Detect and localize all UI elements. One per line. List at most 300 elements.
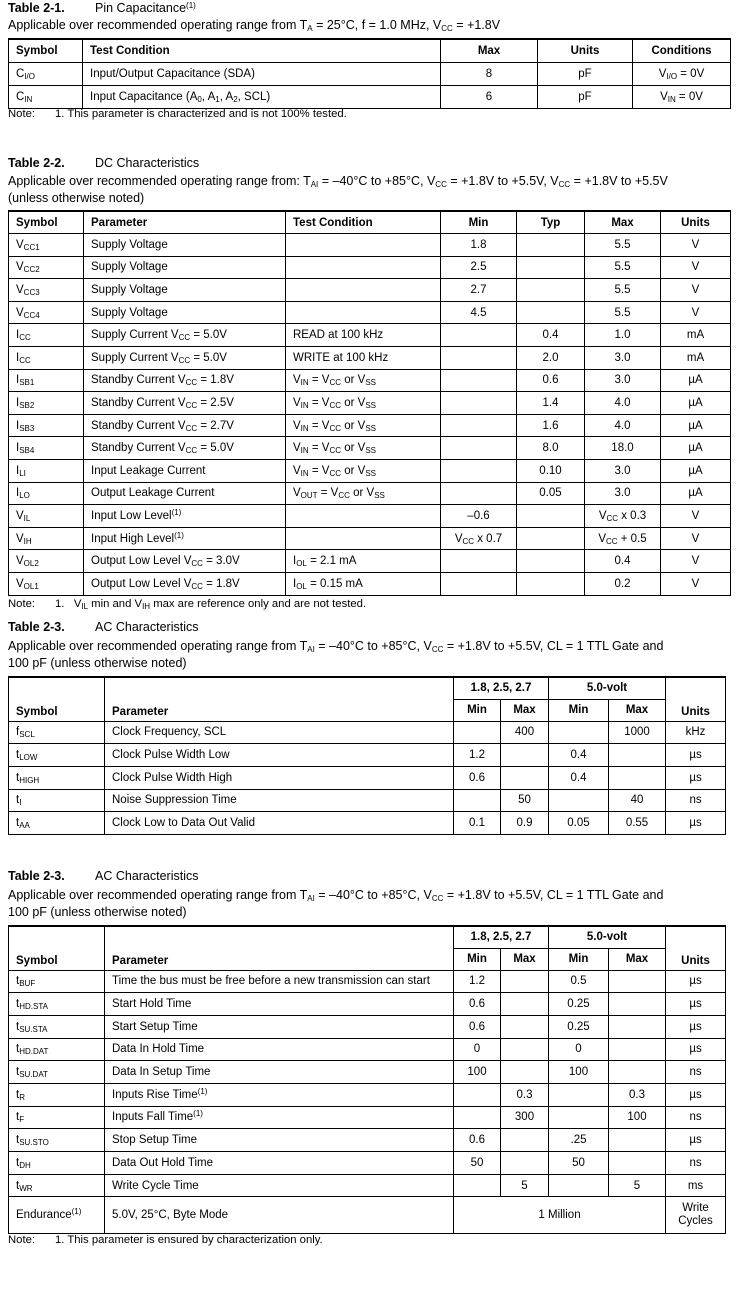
test-cell: $V_{IN} = V_{CC}$ or $V_{SS}$ xyxy=(286,392,441,415)
typ-cell xyxy=(517,527,585,550)
max-cell: 6 xyxy=(441,85,538,108)
units-cell: µs xyxy=(666,993,726,1016)
units-cell: µs xyxy=(666,766,726,789)
table-row xyxy=(9,550,731,573)
note-text: 1. This parameter is ensured by characterization only. xyxy=(55,1234,323,1246)
min-cell xyxy=(441,437,517,460)
table1-title-footnote: (1) xyxy=(186,1,196,10)
max1-cell xyxy=(501,1015,549,1038)
min1-cell xyxy=(454,789,501,812)
units-cell: pF xyxy=(538,85,633,108)
min2-cell: 0.4 xyxy=(549,766,609,789)
typ-cell xyxy=(517,301,585,324)
header-min-1: Min xyxy=(454,699,501,721)
table-row xyxy=(9,347,731,370)
table-row xyxy=(9,1106,726,1129)
min1-cell: 0 xyxy=(454,1038,501,1061)
table-row xyxy=(9,62,731,85)
min2-cell: 0 xyxy=(549,1038,609,1061)
table2-caption xyxy=(8,155,199,171)
parameter-cell: Output Low Level $V_{CC} = 1.8V$ xyxy=(84,573,286,596)
min2-cell xyxy=(549,721,609,744)
max1-cell xyxy=(501,1129,549,1152)
units-cell: µA xyxy=(661,437,731,460)
parameter-cell: Stop Setup Time xyxy=(105,1129,454,1152)
units-cell: µA xyxy=(661,460,731,483)
min-cell: –0.6 xyxy=(441,505,517,528)
max1-cell xyxy=(501,1061,549,1084)
max-cell: 0.4 xyxy=(585,550,661,573)
typ-cell: 1.4 xyxy=(517,392,585,415)
header-min-1: Min xyxy=(454,948,501,970)
table1-pin-capacitance xyxy=(8,38,731,109)
parameter-cell: Supply Current $V_{CC} = 5.0V$ xyxy=(84,324,286,347)
max-cell: 3.0 xyxy=(585,347,661,370)
units-cell: µA xyxy=(661,392,731,415)
max1-cell xyxy=(501,1038,549,1061)
typ-cell xyxy=(517,505,585,528)
table-row xyxy=(9,279,731,302)
table-row xyxy=(9,573,731,596)
min2-cell: 0.5 xyxy=(549,970,609,993)
units-cell: V xyxy=(661,279,731,302)
max2-cell xyxy=(609,1129,666,1152)
units-cell: ns xyxy=(666,1061,726,1084)
units-cell: ms xyxy=(666,1174,726,1197)
min1-cell: 0.6 xyxy=(454,766,501,789)
min1-cell: 0.6 xyxy=(454,1015,501,1038)
min2-cell: 0.25 xyxy=(549,993,609,1016)
max1-cell xyxy=(501,970,549,993)
table-row xyxy=(9,1152,726,1175)
max-cell: 1.0 xyxy=(585,324,661,347)
parameter-cell: Input Leakage Current xyxy=(84,460,286,483)
header-symbol: Symbol xyxy=(9,39,83,62)
table-row xyxy=(9,744,726,767)
max-cell: 5.5 xyxy=(585,256,661,279)
max-cell: 4.0 xyxy=(585,392,661,415)
header-max-1: Max xyxy=(501,699,549,721)
table3a-subtitle: Applicable over recommended operating range from $T_{AI} = -40^\circ C$ to +85°C, $V_{CC} = +1.8V$ to +5.5V, CL = 1 TTL Gate and xyxy=(8,639,664,654)
max2-cell xyxy=(609,993,666,1016)
table-row xyxy=(9,482,731,505)
min2-cell xyxy=(549,1174,609,1197)
note-label: Note: xyxy=(8,598,36,610)
units-cell: µs xyxy=(666,1038,726,1061)
test-cell xyxy=(286,279,441,302)
units-cell: V xyxy=(661,573,731,596)
typ-cell: 0.10 xyxy=(517,460,585,483)
typ-cell xyxy=(517,234,585,257)
table-row xyxy=(9,1129,726,1152)
table1-number: Table 2-1. xyxy=(8,1,65,15)
min-cell: $V_{CC}$ x 0.7 xyxy=(441,527,517,550)
typ-cell: 0.05 xyxy=(517,482,585,505)
min-cell: 2.7 xyxy=(441,279,517,302)
parameter-cell: Clock Frequency, SCL xyxy=(105,721,454,744)
table3a-subtitle-line2: 100 pF (unless otherwise noted) xyxy=(8,656,187,670)
note-label: Note: xyxy=(8,1234,36,1246)
symbol-cell: $t_{SU.STO}$ xyxy=(9,1129,105,1152)
min-cell xyxy=(441,482,517,505)
max-cell: $V_{CC} + 0.5$ xyxy=(585,527,661,550)
table2-number: Table 2-2. xyxy=(8,156,65,170)
symbol-cell: $V_{CC4}$ xyxy=(9,301,84,324)
max-cell: 5.5 xyxy=(585,234,661,257)
units-cell: µs xyxy=(666,744,726,767)
symbol-cell: $C_{I/O}$ xyxy=(9,62,83,85)
max2-cell: 5 xyxy=(609,1174,666,1197)
max-cell: 18.0 xyxy=(585,437,661,460)
max-cell: 3.0 xyxy=(585,369,661,392)
typ-cell: 2.0 xyxy=(517,347,585,370)
parameter-cell: Standby Current $V_{CC} = 2.5V$ xyxy=(84,392,286,415)
table-row xyxy=(9,1038,726,1061)
symbol-cell: $I_{SB1}$ xyxy=(9,369,84,392)
max1-cell: 50 xyxy=(501,789,549,812)
typ-cell xyxy=(517,550,585,573)
min1-cell xyxy=(454,1083,501,1106)
table-row xyxy=(9,812,726,835)
max-cell: 0.2 xyxy=(585,573,661,596)
min1-cell: 50 xyxy=(454,1152,501,1175)
units-line1: Write xyxy=(682,1202,709,1215)
min-cell xyxy=(441,392,517,415)
table3b-ac-characteristics xyxy=(8,925,726,1234)
test-cell: $V_{IN} = V_{CC}$ or $V_{SS}$ xyxy=(286,414,441,437)
min2-cell: 0.25 xyxy=(549,1015,609,1038)
min-cell: 4.5 xyxy=(441,301,517,324)
min2-cell xyxy=(549,1106,609,1129)
parameter-cell: Noise Suppression Time xyxy=(105,789,454,812)
table3b-note xyxy=(8,1233,323,1247)
symbol-cell: $t_{SU.DAT}$ xyxy=(9,1061,105,1084)
table1-subtitle: Applicable over recommended operating range from $T_A = 25^\circ C$, f = 1.0 MHz, $V_{CC} = +1.8V$ xyxy=(8,18,501,33)
units-line2: Cycles xyxy=(678,1215,713,1228)
max-cell: $V_{CC}$ x 0.3 xyxy=(585,505,661,528)
symbol-cell: $t_{HD.STA}$ xyxy=(9,993,105,1016)
table2-subtitle-line2: (unless otherwise noted) xyxy=(8,191,145,205)
units-cell: pF xyxy=(538,62,633,85)
parameter-cell: Input Low Level$^{(1)}$ xyxy=(84,505,286,528)
min-cell xyxy=(441,347,517,370)
min1-cell xyxy=(454,721,501,744)
parameter-cell: Supply Current $V_{CC} = 5.0V$ xyxy=(84,347,286,370)
header-units: Units xyxy=(666,677,726,721)
table-row xyxy=(9,789,726,812)
symbol-cell: $V_{CC1}$ xyxy=(9,234,84,257)
condition-cell: Input/Output Capacitance (SDA) xyxy=(83,62,441,85)
table1-title: Pin Capacitance xyxy=(95,1,187,15)
max1-cell: 400 xyxy=(501,721,549,744)
header-min-2: Min xyxy=(549,699,609,721)
min-cell: 2.5 xyxy=(441,256,517,279)
test-cell: $V_{IN} = V_{CC}$ or $V_{SS}$ xyxy=(286,437,441,460)
table1-note xyxy=(8,107,347,121)
table-row xyxy=(9,460,731,483)
units-cell: V xyxy=(661,256,731,279)
min2-cell xyxy=(549,789,609,812)
header-max: Max xyxy=(585,211,661,234)
parameter-cell: Supply Voltage xyxy=(84,301,286,324)
parameter-cell: 5.0V, 25°C, Byte Mode xyxy=(105,1197,454,1234)
header-group-5v: 5.0-volt xyxy=(549,677,666,699)
header-max-1: Max xyxy=(501,948,549,970)
symbol-cell: $f_{SCL}$ xyxy=(9,721,105,744)
max1-cell: 5 xyxy=(501,1174,549,1197)
typ-cell: 0.6 xyxy=(517,369,585,392)
table2-dc-characteristics xyxy=(8,210,731,596)
parameter-cell: Write Cycle Time xyxy=(105,1174,454,1197)
table2-header-row xyxy=(9,211,731,234)
table-row xyxy=(9,392,731,415)
symbol-cell: $V_{CC3}$ xyxy=(9,279,84,302)
table-row xyxy=(9,324,731,347)
min1-cell: 0.6 xyxy=(454,1129,501,1152)
header-parameter: Parameter xyxy=(105,926,454,970)
table3a-title: AC Characteristics xyxy=(95,620,199,634)
symbol-cell: $t_F$ xyxy=(9,1106,105,1129)
table-row xyxy=(9,1083,726,1106)
max2-cell xyxy=(609,1152,666,1175)
table-row xyxy=(9,766,726,789)
table-row xyxy=(9,505,731,528)
max1-cell: 0.3 xyxy=(501,1083,549,1106)
min1-cell: 100 xyxy=(454,1061,501,1084)
symbol-cell: $I_{SB2}$ xyxy=(9,392,84,415)
header-min: Min xyxy=(441,211,517,234)
parameter-cell: Data In Setup Time xyxy=(105,1061,454,1084)
parameter-cell: Clock Pulse Width High xyxy=(105,766,454,789)
test-cell xyxy=(286,505,441,528)
max2-cell xyxy=(609,744,666,767)
table3b-caption xyxy=(8,868,199,884)
table3a-number: Table 2-3. xyxy=(8,620,65,634)
min1-cell: 1.2 xyxy=(454,970,501,993)
parameter-cell: Supply Voltage xyxy=(84,279,286,302)
symbol-cell: $t_{HIGH}$ xyxy=(9,766,105,789)
parameter-cell: Data In Hold Time xyxy=(105,1038,454,1061)
units-cell: ns xyxy=(666,789,726,812)
table-row xyxy=(9,234,731,257)
units-cell: mA xyxy=(661,324,731,347)
symbol-cell: $V_{IL}$ xyxy=(9,505,84,528)
parameter-cell: Standby Current $V_{CC} = 2.7V$ xyxy=(84,414,286,437)
typ-cell: 0.4 xyxy=(517,324,585,347)
test-cell: WRITE at 100 kHz xyxy=(286,347,441,370)
symbol-cell: $I_{SB4}$ xyxy=(9,437,84,460)
table-row xyxy=(9,437,731,460)
condition-cell: Input Capacitance ($A_0$, $A_1$, $A_2$, SCL) xyxy=(83,85,441,108)
min-cell: 1.8 xyxy=(441,234,517,257)
min2-cell: 0.4 xyxy=(549,744,609,767)
header-units: Units xyxy=(666,926,726,970)
min-cell xyxy=(441,460,517,483)
test-cell xyxy=(286,527,441,550)
units-cell: µs xyxy=(666,970,726,993)
symbol-cell: $t_{BUF}$ xyxy=(9,970,105,993)
header-min-2: Min xyxy=(549,948,609,970)
parameter-cell: Standby Current $V_{CC} = 5.0V$ xyxy=(84,437,286,460)
table1-caption xyxy=(8,0,196,16)
symbol-cell: $t_{LOW}$ xyxy=(9,744,105,767)
symbol-cell: Endurance$^{(1)}$ xyxy=(9,1197,105,1234)
table3b-subtitle-line2: 100 pF (unless otherwise noted) xyxy=(8,905,187,919)
parameter-cell: Start Hold Time xyxy=(105,993,454,1016)
header-max-2: Max xyxy=(609,948,666,970)
test-cell xyxy=(286,234,441,257)
max2-cell: 100 xyxy=(609,1106,666,1129)
units-cell: µA xyxy=(661,369,731,392)
typ-cell: 1.6 xyxy=(517,414,585,437)
parameter-cell: Output Leakage Current xyxy=(84,482,286,505)
header-group-5v: 5.0-volt xyxy=(549,926,666,948)
symbol-cell: $t_R$ xyxy=(9,1083,105,1106)
header-units: Units xyxy=(661,211,731,234)
units-cell: V xyxy=(661,505,731,528)
table1-header-row xyxy=(9,39,731,62)
min2-cell: 100 xyxy=(549,1061,609,1084)
max2-cell: 1000 xyxy=(609,721,666,744)
header-symbol: Symbol xyxy=(9,677,105,721)
parameter-cell: Supply Voltage xyxy=(84,234,286,257)
typ-cell xyxy=(517,573,585,596)
test-cell xyxy=(286,256,441,279)
units-cell: mA xyxy=(661,347,731,370)
table3a-group-header-row xyxy=(9,677,726,699)
test-cell: $V_{OUT} = V_{CC}$ or $V_{SS}$ xyxy=(286,482,441,505)
max2-cell xyxy=(609,1015,666,1038)
max1-cell xyxy=(501,766,549,789)
typ-cell xyxy=(517,256,585,279)
test-cell: READ at 100 kHz xyxy=(286,324,441,347)
units-cell: µs xyxy=(666,1129,726,1152)
min1-cell xyxy=(454,1106,501,1129)
table-row xyxy=(9,993,726,1016)
table-row xyxy=(9,1015,726,1038)
table-row xyxy=(9,369,731,392)
table2-note xyxy=(8,597,366,611)
parameter-cell: Supply Voltage xyxy=(84,256,286,279)
header-symbol: Symbol xyxy=(9,211,84,234)
symbol-cell: $t_{AA}$ xyxy=(9,812,105,835)
table-row xyxy=(9,970,726,993)
units-cell: ns xyxy=(666,1106,726,1129)
symbol-cell: $V_{OL1}$ xyxy=(9,573,84,596)
parameter-cell: Output Low Level $V_{CC} = 3.0V$ xyxy=(84,550,286,573)
parameter-cell: Start Setup Time xyxy=(105,1015,454,1038)
max2-cell xyxy=(609,766,666,789)
symbol-cell: $t_{DH}$ xyxy=(9,1152,105,1175)
min-cell xyxy=(441,550,517,573)
table-row xyxy=(9,721,726,744)
units-cell: V xyxy=(661,234,731,257)
max1-cell: 300 xyxy=(501,1106,549,1129)
table3a-ac-characteristics xyxy=(8,676,726,835)
symbol-cell: $C_{IN}$ xyxy=(9,85,83,108)
units-cell: µA xyxy=(661,482,731,505)
header-test-condition: Test Condition xyxy=(83,39,441,62)
header-symbol: Symbol xyxy=(9,926,105,970)
table2-subtitle: Applicable over recommended operating range from: $T_{AI} = -40^\circ C$ to +85°C, $V_{CC} = +1.8V$ to +5.5V, $V_{CC} = +1.8V$ to +5.5V xyxy=(8,174,668,189)
table-row xyxy=(9,1174,726,1197)
table-row xyxy=(9,527,731,550)
symbol-cell: $t_{HD.DAT}$ xyxy=(9,1038,105,1061)
max1-cell xyxy=(501,1152,549,1175)
table-row-endurance xyxy=(9,1197,726,1234)
min-cell xyxy=(441,414,517,437)
min2-cell xyxy=(549,1083,609,1106)
header-parameter: Parameter xyxy=(105,677,454,721)
test-cell xyxy=(286,301,441,324)
header-max: Max xyxy=(441,39,538,62)
max1-cell: 0.9 xyxy=(501,812,549,835)
max-cell: 4.0 xyxy=(585,414,661,437)
header-units: Units xyxy=(538,39,633,62)
max2-cell xyxy=(609,970,666,993)
typ-cell xyxy=(517,279,585,302)
units-cell: ns xyxy=(666,1152,726,1175)
max1-cell xyxy=(501,993,549,1016)
max-cell: 3.0 xyxy=(585,460,661,483)
note-text: 1. $V_{IL}$ min and $V_{IH}$ max are reference only and are not tested. xyxy=(55,598,367,611)
header-group-low-voltage: 1.8, 2.5, 2.7 xyxy=(454,926,549,948)
max-cell: 5.5 xyxy=(585,279,661,302)
symbol-cell: $I_{SB3}$ xyxy=(9,414,84,437)
symbol-cell: $I_{CC}$ xyxy=(9,324,84,347)
parameter-cell: Data Out Hold Time xyxy=(105,1152,454,1175)
symbol-cell: $t_I$ xyxy=(9,789,105,812)
max-cell: 5.5 xyxy=(585,301,661,324)
symbol-cell: $I_{CC}$ xyxy=(9,347,84,370)
test-cell: $V_{IN} = V_{CC}$ or $V_{SS}$ xyxy=(286,460,441,483)
min1-cell: 1.2 xyxy=(454,744,501,767)
symbol-cell: $I_{LO}$ xyxy=(9,482,84,505)
table-row xyxy=(9,414,731,437)
symbol-cell: $V_{CC2}$ xyxy=(9,256,84,279)
parameter-cell: Clock Low to Data Out Valid xyxy=(105,812,454,835)
parameter-cell: Time the bus must be free before a new transmission can start xyxy=(105,970,454,993)
table2-title: DC Characteristics xyxy=(95,156,200,170)
max2-cell: 0.3 xyxy=(609,1083,666,1106)
min1-cell: 0.1 xyxy=(454,812,501,835)
symbol-cell: $V_{IH}$ xyxy=(9,527,84,550)
max2-cell: 40 xyxy=(609,789,666,812)
max1-cell xyxy=(501,744,549,767)
symbol-cell: $t_{SU.STA}$ xyxy=(9,1015,105,1038)
table-row xyxy=(9,1061,726,1084)
units-cell: V xyxy=(661,301,731,324)
min2-cell: 0.05 xyxy=(549,812,609,835)
header-typ: Typ xyxy=(517,211,585,234)
units-cell: µA xyxy=(661,414,731,437)
header-parameter: Parameter xyxy=(84,211,286,234)
table3b-subtitle: Applicable over recommended operating range from $T_{AI} = -40^\circ C$ to +85°C, $V_{CC} = +1.8V$ to +5.5V, CL = 1 TTL Gate and xyxy=(8,888,664,903)
note-text: 1. This parameter is characterized and is not 100% tested. xyxy=(55,108,347,120)
min-cell xyxy=(441,573,517,596)
test-cell: $V_{IN} = V_{CC}$ or $V_{SS}$ xyxy=(286,369,441,392)
symbol-cell: $V_{OL2}$ xyxy=(9,550,84,573)
max2-cell xyxy=(609,1038,666,1061)
table3b-number: Table 2-3. xyxy=(8,869,65,883)
units-cell: V xyxy=(661,550,731,573)
units-cell: µs xyxy=(666,1015,726,1038)
units-cell: µs xyxy=(666,812,726,835)
typ-cell: 8.0 xyxy=(517,437,585,460)
symbol-cell: $t_{WR}$ xyxy=(9,1174,105,1197)
max2-cell xyxy=(609,1061,666,1084)
table3a-caption xyxy=(8,619,199,635)
